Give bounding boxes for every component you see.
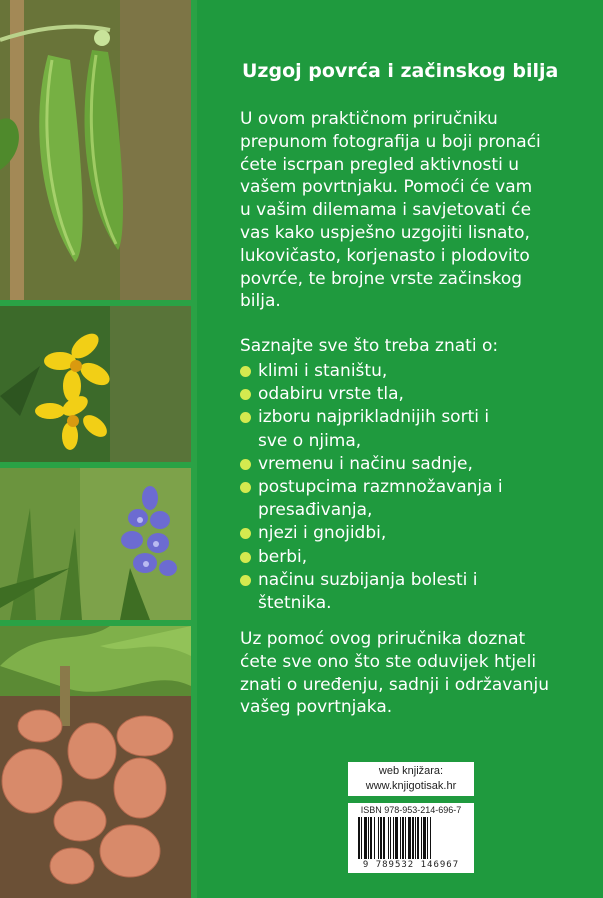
- closing-paragraph: [240, 628, 549, 719]
- bullet-icon: [240, 389, 251, 400]
- intro-line: lukovičasto, korjenasto i plodovito: [240, 245, 530, 266]
- intro-line: U ovom praktičnom priručniku: [240, 109, 498, 129]
- outro-line: znati o uređenju, sadnji i održavanju: [240, 674, 549, 695]
- barcode-bar: [430, 817, 431, 859]
- list-item: postupcima razmnožavanja i presađivanja,: [240, 476, 503, 522]
- web-store-url[interactable]: www.knjigotisak.hr: [365, 780, 457, 792]
- pea-pods-photo: [0, 0, 191, 300]
- web-store-box: [348, 762, 474, 796]
- barcode-bar: [383, 817, 385, 859]
- photo-divider: [191, 0, 197, 898]
- web-store-label: web knjižara:: [378, 765, 444, 777]
- list-item: odabiru vrste tla,: [240, 383, 503, 406]
- barcode-bar: [417, 817, 419, 859]
- barcode-number: 9 789532 146967: [362, 860, 460, 870]
- barcode-bar: [395, 817, 398, 859]
- barcode-bar: [388, 817, 389, 859]
- intro-line: povrće, te brojne vrste začinskog: [240, 268, 523, 289]
- barcode-bar: [400, 817, 401, 859]
- outro-line: Uz pomoć ovog priručnika doznat: [240, 629, 526, 649]
- barcode-bar: [405, 817, 406, 859]
- bullet-icon: [240, 575, 251, 586]
- intro-line: vas kako uspješno uzgojiti lisnato,: [240, 222, 530, 243]
- list-item: vremenu i načinu sadnje,: [240, 453, 503, 476]
- barcode-bar: [412, 817, 414, 859]
- intro-line: prepunom fotografija u boji pronaći: [240, 131, 541, 152]
- barcode-bar: [378, 817, 379, 859]
- barcode-box: [348, 803, 474, 873]
- potatoes-photo: [0, 626, 191, 898]
- barcode-bar: [380, 817, 382, 859]
- bullet-icon: [240, 459, 251, 470]
- topics-lead: Saznajte sve što treba znati o:: [240, 336, 499, 356]
- list-item: načinu suzbijanja bolesti i štetnika.: [240, 569, 503, 615]
- book-title: Uzgoj povrća i začinskog bilja: [242, 60, 559, 82]
- barcode-bar: [390, 817, 391, 859]
- bullet-icon: [240, 366, 251, 377]
- intro-line: ćete iscrpan pregled aktivnosti u: [240, 154, 519, 175]
- bullet-icon: [240, 528, 251, 539]
- barcode-bar: [358, 817, 360, 859]
- barcode-bar: [427, 817, 428, 859]
- bullet-icon: [240, 482, 251, 493]
- barcode-icon: [358, 817, 464, 859]
- intro-line: u vašim dilemama i savjetovati će: [240, 200, 532, 221]
- barcode-bar: [364, 817, 367, 859]
- lavender-photo: [0, 468, 191, 620]
- list-item: klimi i staništu,: [240, 360, 503, 383]
- barcode-bar: [423, 817, 426, 859]
- barcode-bar: [374, 817, 375, 859]
- list-item: berbi,: [240, 546, 503, 569]
- barcode-bar: [393, 817, 394, 859]
- intro-line: vašem povrtnjaku. Pomoći će vam: [240, 177, 533, 198]
- yellow-flower-photo: [0, 306, 191, 462]
- intro-paragraph: [240, 108, 580, 313]
- intro-line: bilja.: [240, 291, 281, 312]
- list-item: izboru najprikladnijih sorti i sve o njima,: [240, 406, 503, 452]
- bullet-icon: [240, 552, 251, 563]
- outro-line: ćete sve ono što ste oduvijek htjeli: [240, 651, 537, 672]
- list-item: njezi i gnojidbi,: [240, 522, 503, 545]
- barcode-bar: [421, 817, 422, 859]
- barcode-bar: [402, 817, 404, 859]
- barcode-bar: [368, 817, 369, 859]
- outro-line: vašeg povrtnjaka.: [240, 697, 393, 718]
- barcode-bar: [408, 817, 411, 859]
- bullet-icon: [240, 412, 251, 423]
- barcode-bar: [415, 817, 416, 859]
- photo-column: [0, 0, 191, 898]
- barcode-bar: [370, 817, 372, 859]
- barcode-bar: [361, 817, 362, 859]
- isbn-text: ISBN 978-953-214-696-7: [360, 805, 462, 815]
- topics-list: [240, 360, 503, 615]
